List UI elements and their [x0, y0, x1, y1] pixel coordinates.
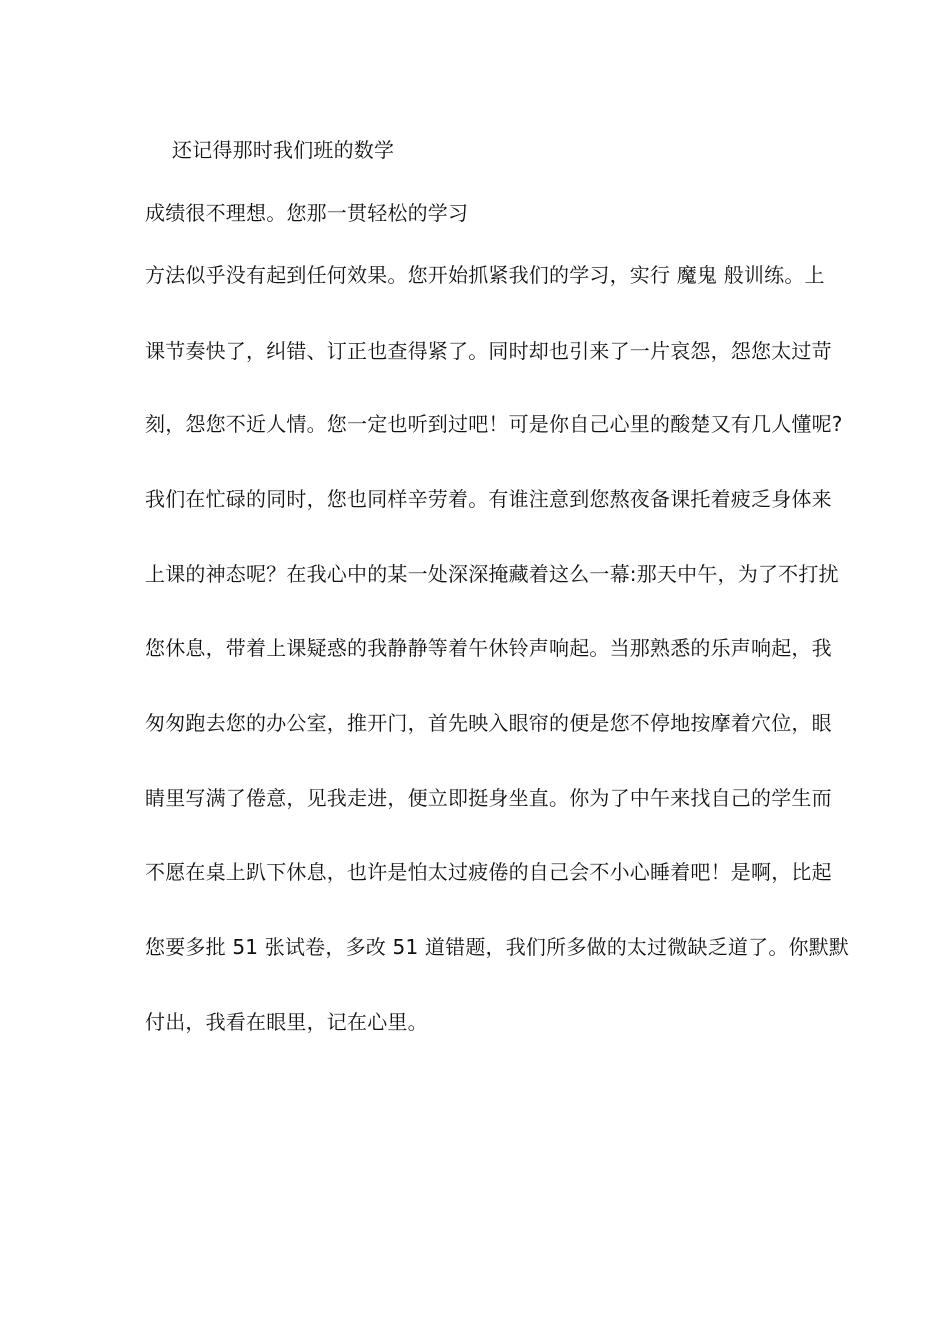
paragraph-line-4: 课节奏快了，纠错、订正也查得紧了。同时却也引来了一片哀怨，怨您太过苛 — [145, 339, 832, 363]
paragraph-line-8: 您休息，带着上课疑惑的我静静等着午休铃声响起。当那熟悉的乐声响起，我 — [145, 636, 832, 660]
paragraph-line-7: 上课的神态呢？在我心中的某一处深深掩藏着这么一幕:那天中午，为了不打扰 — [145, 562, 839, 586]
paragraph-line-10: 睛里写满了倦意，见我走进，便立即挺身坐直。你为了中午来找自己的学生而 — [145, 786, 832, 810]
paragraph-line-5: 刻，怨您不近人情。您一定也听到过吧！可是你自己心里的酸楚又有几人懂呢? — [145, 412, 843, 436]
paragraph-line-2: 成绩很不理想。您那一贯轻松的学习 — [145, 201, 469, 225]
paragraph-line-12: 您要多批 51 张试卷，多改 51 道错题，我们所多做的太过微缺乏道了。你默默 — [145, 935, 850, 959]
paragraph-line-3: 方法似乎没有起到任何效果。您开始抓紧我们的学习，实行 魔鬼 般训练。上 — [145, 263, 825, 287]
paragraph-line-1: 还记得那时我们班的数学 — [172, 138, 395, 162]
paragraph-line-6: 我们在忙碌的同时，您也同样辛劳着。有谁注意到您熬夜备课托着疲乏身体来 — [145, 487, 832, 511]
paragraph-line-9: 匆匆跑去您的办公室，推开门，首先映入眼帘的便是您不停地按摩着穴位，眼 — [145, 711, 832, 735]
paragraph-line-13: 付出，我看在眼里，记在心里。 — [145, 1010, 428, 1034]
paragraph-line-11: 不愿在桌上趴下休息，也许是怕太过疲倦的自己会不小心睡着吧！是啊，比起 — [145, 860, 832, 884]
